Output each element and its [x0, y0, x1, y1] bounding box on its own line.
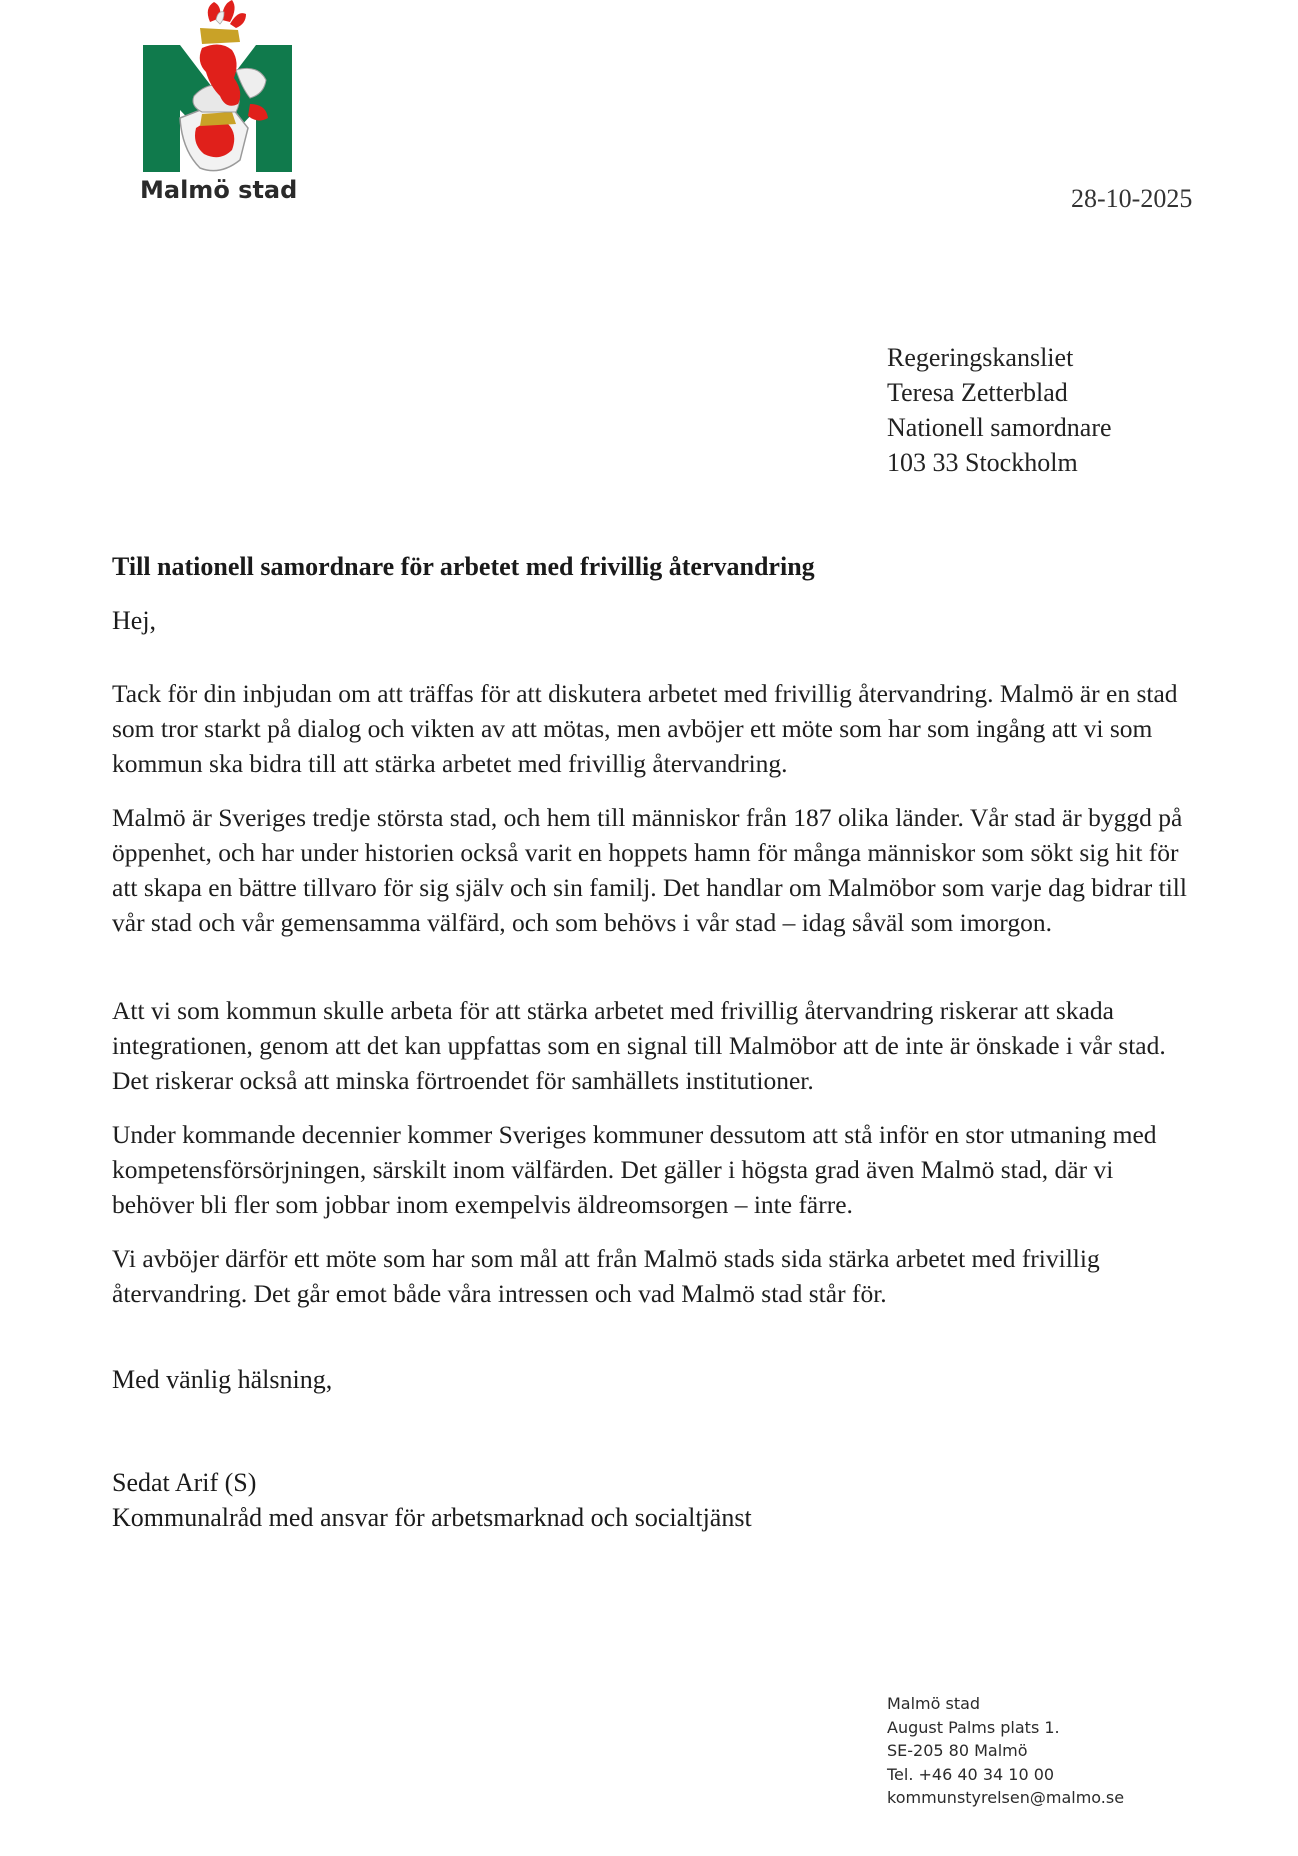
signature-title: Kommunalråd med ansvar för arbetsmarknad och socialtjänst [112, 1503, 752, 1532]
body-paragraph: Under kommande decennier kommer Sveriges kommuner dessutom att stå inför en stor utmaning med kompetensförsörjningen, särskilt inom välfärden. Det gäller i högsta grad även Malmö stad, där vi behöver bli fler som jobbar inom exempelvis äldreomsorgen – inte färre. [112, 1120, 1157, 1219]
body-paragraph: Vi avböjer därför ett möte som har som mål att från Malmö stads sida stärka arbetet med frivillig återvandring. Det går emot både våra intressen och vad Malmö stad står för. [112, 1244, 1100, 1308]
letter-subject: Till nationell samordnare för arbetet med frivillig återvandring [112, 552, 815, 581]
footer-contact [887, 1692, 1124, 1810]
footer-postal: SE-205 80 Malmö [887, 1741, 1028, 1760]
letter-closing: Med vänlig hälsning, [112, 1365, 333, 1394]
body-paragraph: Tack för din inbjudan om att träffas för att diskutera arbetet med frivillig återvandring. Malmö är en stad som tror starkt på dialog och vikten av att mötas, men avböjer ett möte som har som ingång att vi som kommun ska bidra till att stärka arbetet med frivillig återvandring. [112, 679, 1178, 778]
recipient-line: Regeringskansliet [887, 343, 1074, 372]
recipient-address [887, 340, 1112, 480]
recipient-line: Teresa Zetterblad [887, 378, 1068, 407]
body-paragraph: Malmö är Sveriges tredje största stad, och hem till människor från 187 olika länder. Vår stad är byggd på öppenhet, och har under historien också varit en hoppets hamn för många människor som sökt sig hit för att skapa en bättre tillvaro för sig själv och sin familj. Det handlar om Malmöbor som varje dag bidrar till vår stad och vår gemensamma välfärd, och som behövs i vår stad – idag såväl som imorgon. [112, 803, 1187, 937]
recipient-line: 103 33 Stockholm [887, 448, 1078, 477]
signature-name: Sedat Arif (S) [112, 1468, 257, 1497]
malmo-crest-icon [140, 0, 296, 175]
letter-greeting: Hej, [112, 606, 157, 635]
body-paragraph: Att vi som kommun skulle arbeta för att stärka arbetet med frivillig återvandring riskerar att skada integrationen, genom att det kan uppfattas som en signal till Malmöbor att de inte är önskade i vår stad. Det riskerar också att minska förtroendet för samhällets institutioner. [112, 996, 1166, 1095]
footer-email[interactable]: kommunstyrelsen@malmo.se [887, 1788, 1125, 1807]
letter-date: 28-10-2025 [1071, 184, 1193, 213]
footer-phone: Tel. +46 40 34 10 00 [887, 1764, 1055, 1784]
recipient-line: Nationell samordnare [887, 413, 1112, 442]
footer-organization: Malmö stad [887, 1694, 981, 1713]
footer-street: August Palms plats 1. [887, 1717, 1060, 1737]
logo-wordmark: Malmö stad [140, 176, 298, 204]
